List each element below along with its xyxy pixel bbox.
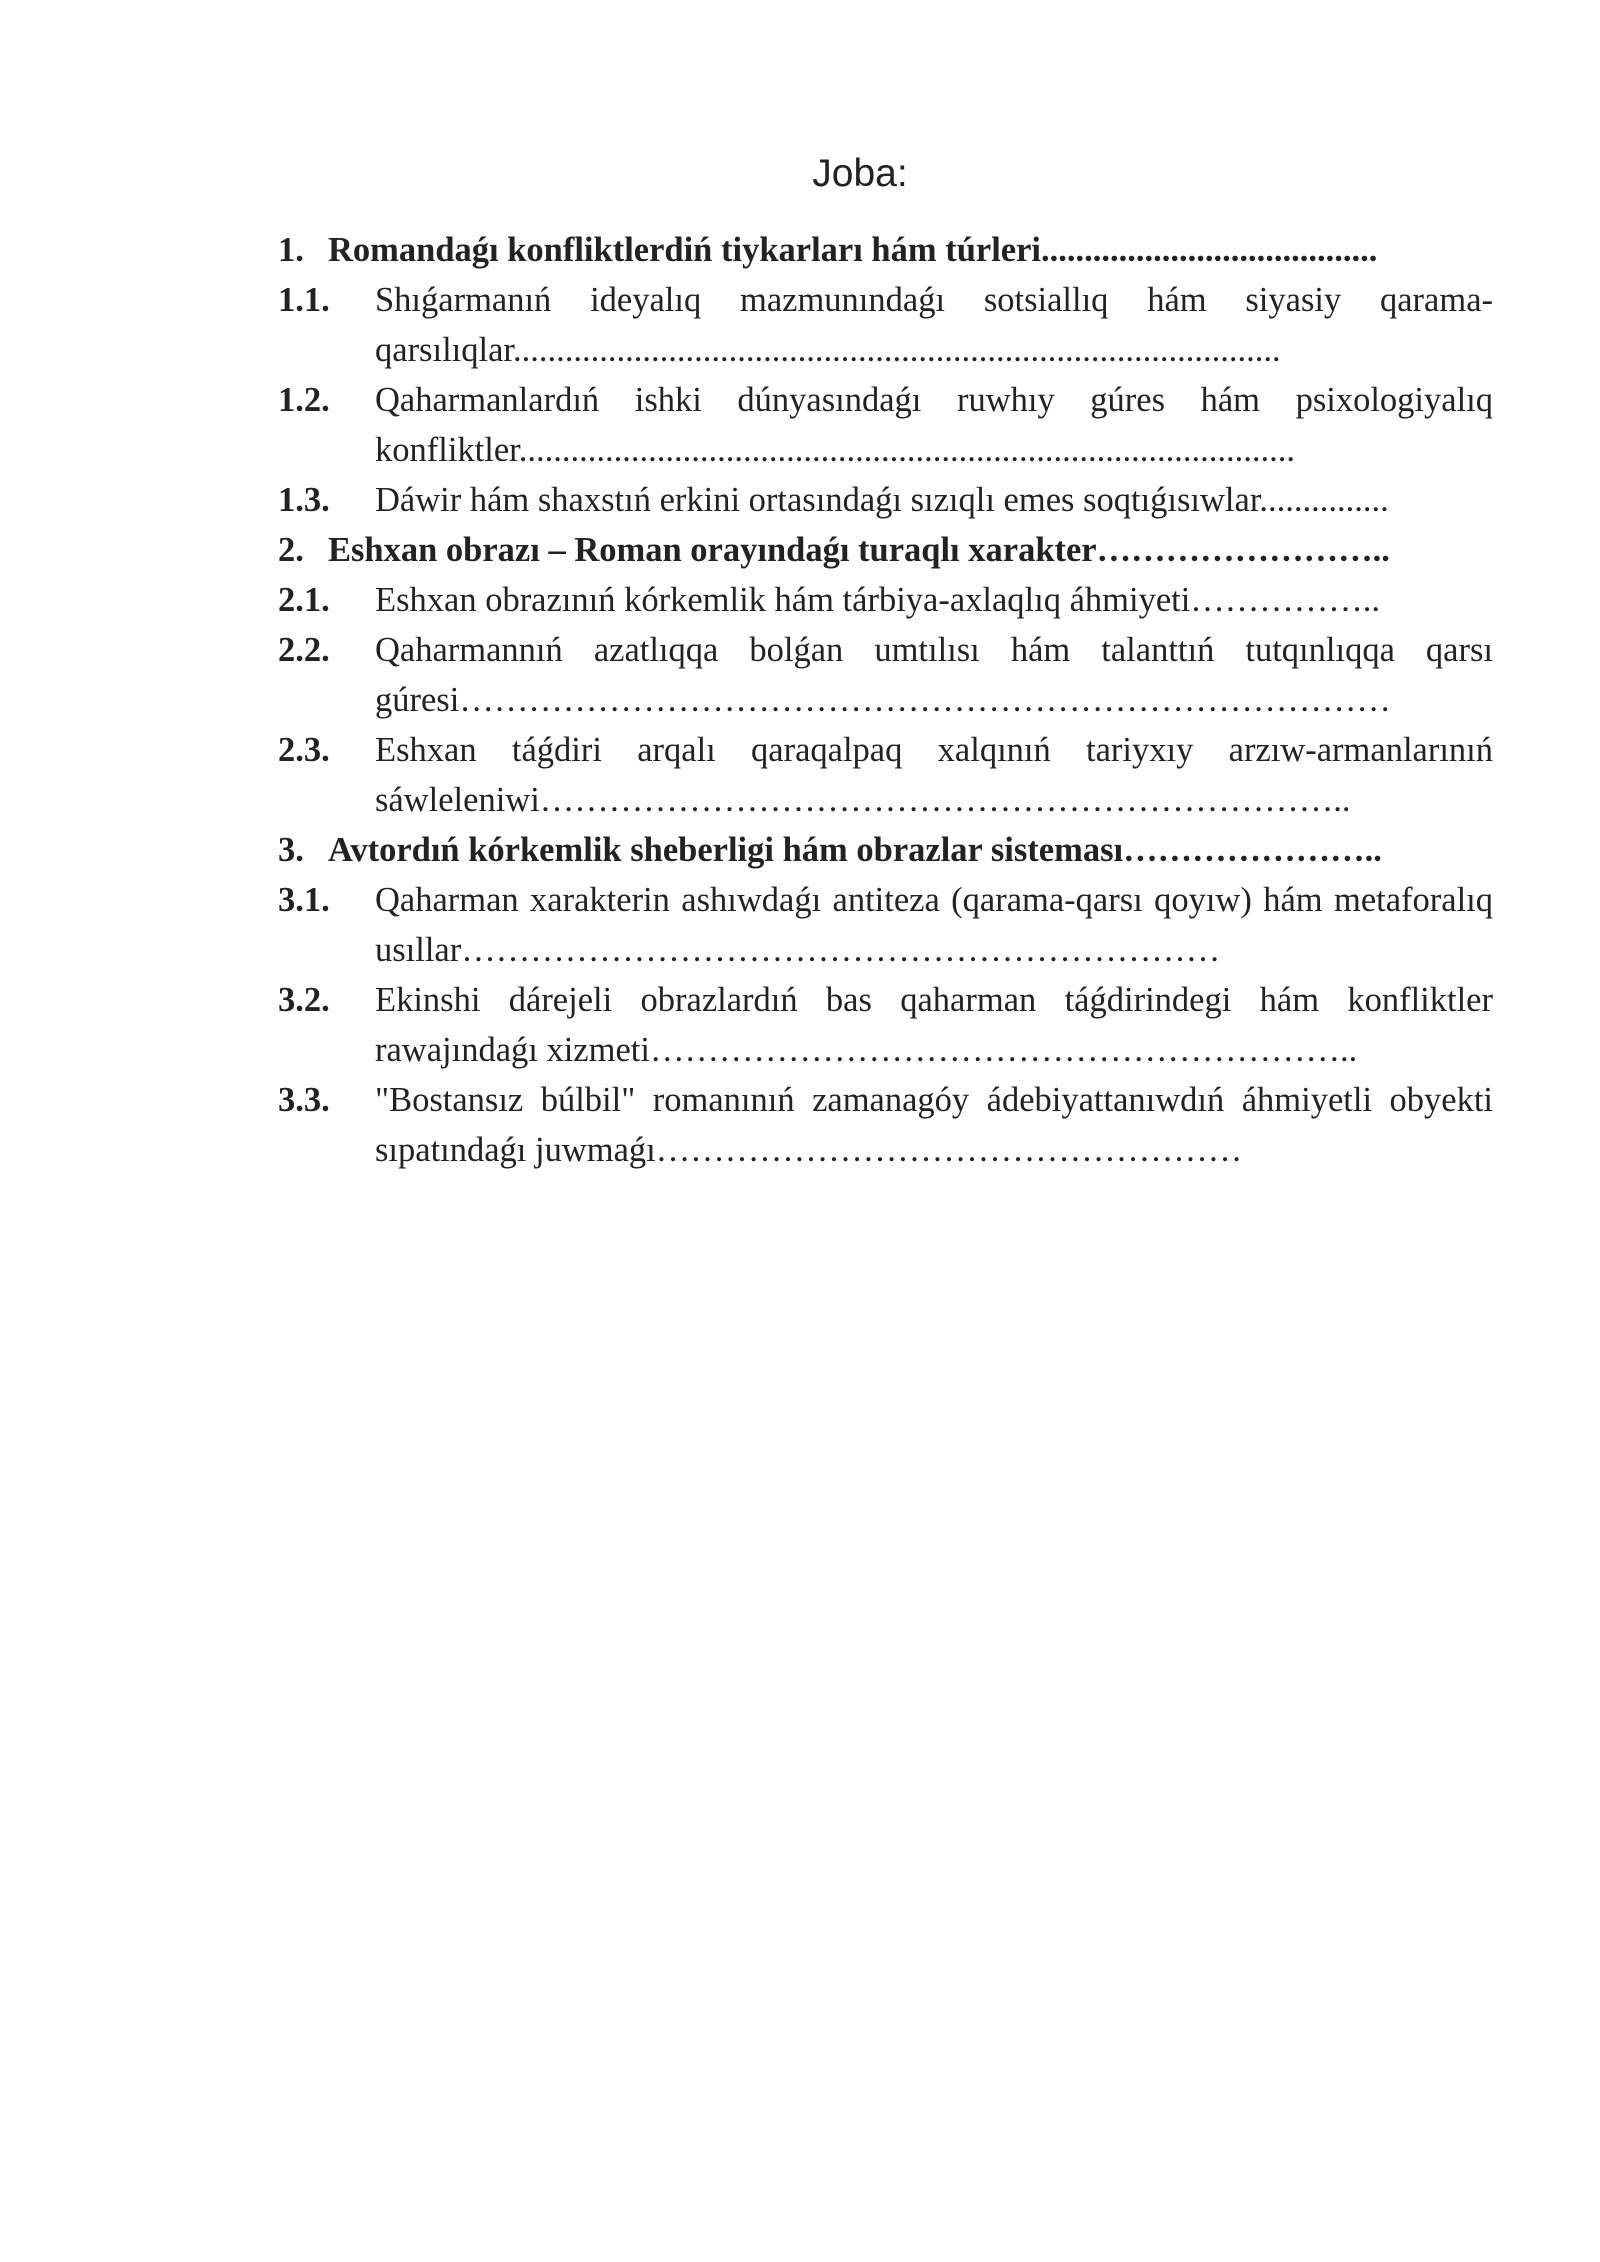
toc-entry-text: Eshxan táǵdiri arqalı qaraqalpaq xalqınıń tariyxıy arzıw-armanlarınıń sáwleleniwi…………………………………………………………….. bbox=[375, 731, 1493, 819]
toc-subsection-entry bbox=[278, 1075, 1493, 1175]
toc-entry-number: 2. bbox=[278, 531, 304, 569]
toc-subsection-entry bbox=[278, 575, 1493, 625]
toc-entry-number: 1.3. bbox=[278, 481, 330, 519]
page-title: Joba: bbox=[812, 152, 908, 195]
toc-subsection-entry bbox=[278, 475, 1493, 525]
toc-entry-text: Qaharmannıń azatlıqqa bolǵan umtılısı hám talanttıń tutqınlıqqa qarsı gúresi……………………………………………………………………… bbox=[375, 631, 1493, 719]
toc-entry-number: 2.3. bbox=[278, 731, 330, 769]
toc-entry-number: 3. bbox=[278, 831, 304, 869]
toc-entry-number: 1.1. bbox=[278, 281, 330, 319]
toc-entry-text: Qaharman xarakterin ashıwdaǵı antiteza (qarama-qarsı qoyıw) hám metaforalıq usıllar………………………………………………………… bbox=[375, 881, 1493, 969]
toc-entry-text: Ekinshi dárejeli obrazlardıń bas qaharman táǵdirindegi hám konfliktler rawajındaǵı xizmeti…………………………………………………….. bbox=[375, 981, 1493, 1069]
toc-subsection-entry bbox=[278, 625, 1493, 725]
toc-entry-text: Avtordıń kórkemlik sheberligi hám obrazlar sisteması………………….. bbox=[328, 831, 1382, 869]
toc-subsection-entry bbox=[278, 725, 1493, 825]
toc-subsection-entry bbox=[278, 275, 1493, 375]
toc-entry-text: "Bostansız búlbil" romanınıń zamanagóy ádebiyattanıwdıń áhmiyetli obyekti sıpatındaǵı juwmaǵı…………………………………………… bbox=[375, 1081, 1493, 1169]
table-of-contents bbox=[278, 225, 1493, 1175]
toc-section-entry bbox=[278, 525, 1493, 575]
toc-subsection-entry bbox=[278, 875, 1493, 975]
toc-subsection-entry bbox=[278, 975, 1493, 1075]
toc-entry-number: 3.2. bbox=[278, 981, 330, 1019]
toc-entry-number: 3.1. bbox=[278, 881, 330, 919]
toc-entry-text: Eshxan obrazınıń kórkemlik hám tárbiya-axlaqlıq áhmiyeti…………….. bbox=[375, 581, 1381, 619]
toc-entry-text: Qaharmanlardıń ishki dúnyasındaǵı ruwhıy gúres hám psixologiyalıq konfliktler.......................................................................................... bbox=[375, 381, 1493, 469]
toc-entry-text: Romandaǵı konfliktlerdiń tiykarları hám túrleri....................................... bbox=[328, 231, 1378, 269]
toc-entry-number: 1. bbox=[278, 231, 304, 269]
toc-entry-number: 3.3. bbox=[278, 1081, 330, 1119]
toc-entry-text: Dáwir hám shaxstıń erkini ortasındaǵı sızıqlı emes soqtıǵısıwlar............... bbox=[375, 481, 1389, 519]
toc-entry-text: Shıǵarmanıń ideyalıq mazmunındaǵı sotsiallıq hám siyasiy qarama-qarsılıqlar......................................................................................... bbox=[375, 281, 1493, 369]
toc-entry-number: 1.2. bbox=[278, 381, 330, 419]
toc-entry-number: 2.1. bbox=[278, 581, 330, 619]
toc-entry-text: Eshxan obrazı – Roman orayındaǵı turaqlı xarakter…………………….. bbox=[328, 531, 1390, 569]
toc-subsection-entry bbox=[278, 375, 1493, 475]
toc-entry-number: 2.2. bbox=[278, 631, 330, 669]
toc-section-entry bbox=[278, 825, 1493, 875]
toc-section-entry bbox=[278, 225, 1493, 275]
